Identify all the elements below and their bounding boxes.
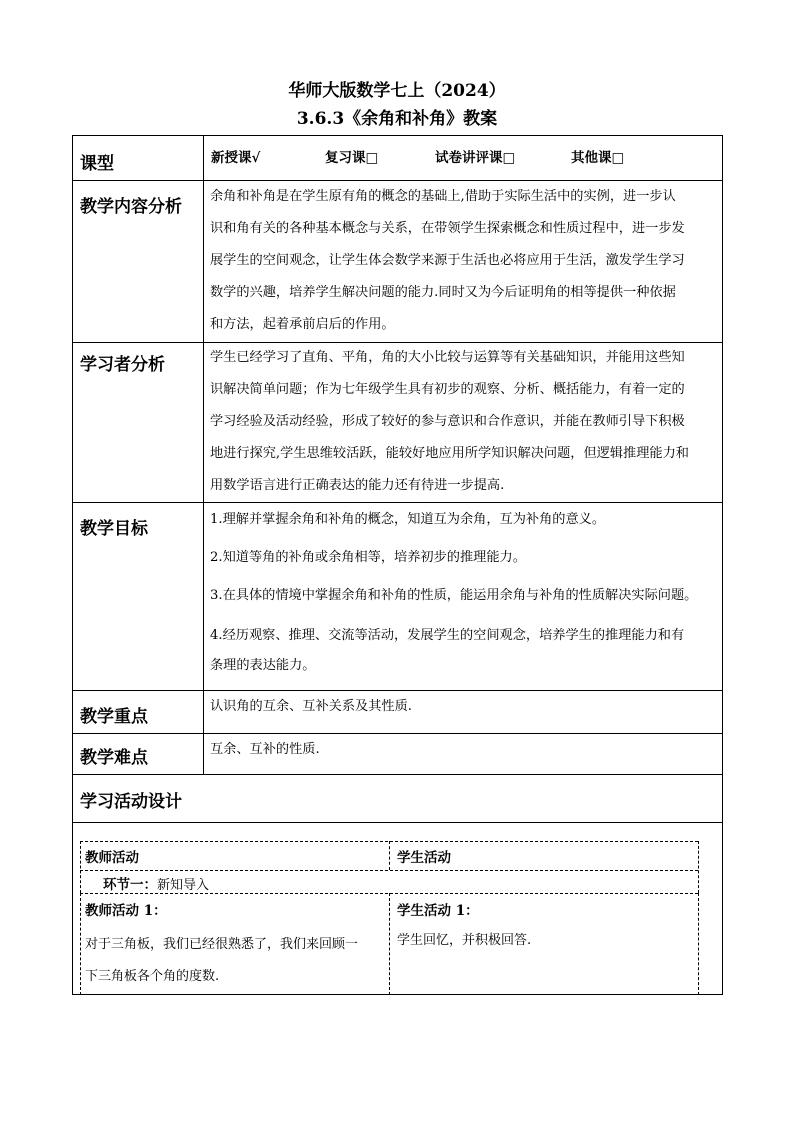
activity-table-border (698, 893, 699, 995)
section-heading (103, 873, 209, 893)
lesson-type-option: 其他课□ (571, 150, 625, 166)
row-divider (73, 774, 722, 775)
activity-table-border (80, 870, 698, 871)
activity-table-border (389, 841, 390, 870)
document-subtitle: 3.6.3《余角和补角》教案 (296, 109, 498, 129)
text-line: 和方法，起着承前启后的作用。 (210, 317, 395, 332)
student-activity-text: 学生回忆，并积极回答. (397, 933, 532, 948)
activity-table-border (389, 893, 390, 995)
activity-table-border (80, 841, 81, 893)
teacher-activity-title: 教师活动 1： (85, 903, 167, 919)
activity-design-label: 学习活动设计 (80, 792, 182, 812)
text-line: 下三角板各个角的度数. (85, 969, 220, 984)
activity-table-border (80, 893, 81, 995)
difficulties-label: 教学难点 (80, 748, 148, 768)
text-line: 展学生的空间观念，让学生体会数学来源于生活也必将应用于生活，激发学生学习 (210, 253, 685, 268)
column-divider (203, 136, 204, 774)
lesson-plan-table (72, 135, 723, 995)
text-line: 地进行探究,学生思维较活跃，能较好地应用所学知识解决问题，但逻辑推理能力和 (210, 446, 689, 461)
objective-item: 3.在具体的情境中掌握余角和补角的性质，能运用余角与补角的性质解决实际问题。 (210, 588, 698, 603)
learner-analysis-label: 学习者分析 (80, 355, 165, 375)
objective-item: 4.经历观察、推理、交流等活动，发展学生的空间观念，培养学生的推理能力和有 (210, 628, 685, 643)
difficulties-text: 互余、互补的性质. (210, 742, 320, 757)
student-activity-header: 学生活动 (397, 850, 451, 866)
row-divider (73, 502, 722, 503)
section-label: 环节一： (103, 877, 157, 893)
learner-analysis-text (210, 342, 720, 502)
content-analysis-label: 教学内容分析 (80, 197, 182, 217)
lesson-type-option: 复习课□ (325, 150, 379, 166)
student-activity-title: 学生活动 1： (397, 903, 479, 919)
row-divider (73, 822, 722, 823)
content-analysis-text (210, 181, 720, 341)
document-title: 华师大版数学七上（2024） (288, 81, 506, 101)
text-line: 用数学语言进行正确表达的能力还有待进一步提高. (210, 478, 505, 493)
objectives-label: 教学目标 (80, 519, 148, 539)
lesson-type-option: 试卷讲评课□ (435, 150, 516, 166)
activity-table-border (698, 841, 699, 893)
text-line: 数学的兴趣，培养学生解决问题的能力.同时又为今后证明角的相等提供一种依据 (210, 285, 676, 300)
lesson-type-option: 新授课√ (211, 150, 261, 166)
section-title: 新知导入 (157, 878, 210, 893)
text-line: 余角和补角是在学生原有角的概念的基础上,借助于实际生活中的实例，进一步认 (210, 189, 676, 204)
text-line: 对于三角板，我们已经很熟悉了，我们来回顾一 (85, 937, 359, 952)
teacher-activity-header: 教师活动 (85, 850, 139, 866)
text-line: 识和角有关的各种基本概念与关系，在带领学生探索概念和性质过程中，进一步发 (210, 221, 685, 236)
text-line: 学生已经学习了直角、平角，角的大小比较与运算等有关基础知识，并能用这些知 (210, 350, 685, 365)
objective-item: 条理的表达能力。 (210, 658, 316, 673)
objective-item: 2.知道等角的补角或余角相等，培养初步的推理能力。 (210, 550, 526, 565)
lesson-type-label: 课型 (80, 154, 114, 174)
key-points-text: 认识角的互余、互补关系及其性质. (210, 699, 413, 714)
teacher-activity-text (85, 929, 385, 993)
text-line: 学习经验及活动经验，形成了较好的参与意识和合作意识，并能在教师引导下积极 (210, 414, 685, 429)
text-line: 识解决简单问题；作为七年级学生具有初步的观察、分析、概括能力，有着一定的 (210, 382, 685, 397)
key-points-label: 教学重点 (80, 707, 148, 727)
objective-item: 1.理解并掌握余角和补角的概念，知道互为余角，互为补角的意义。 (210, 512, 606, 527)
